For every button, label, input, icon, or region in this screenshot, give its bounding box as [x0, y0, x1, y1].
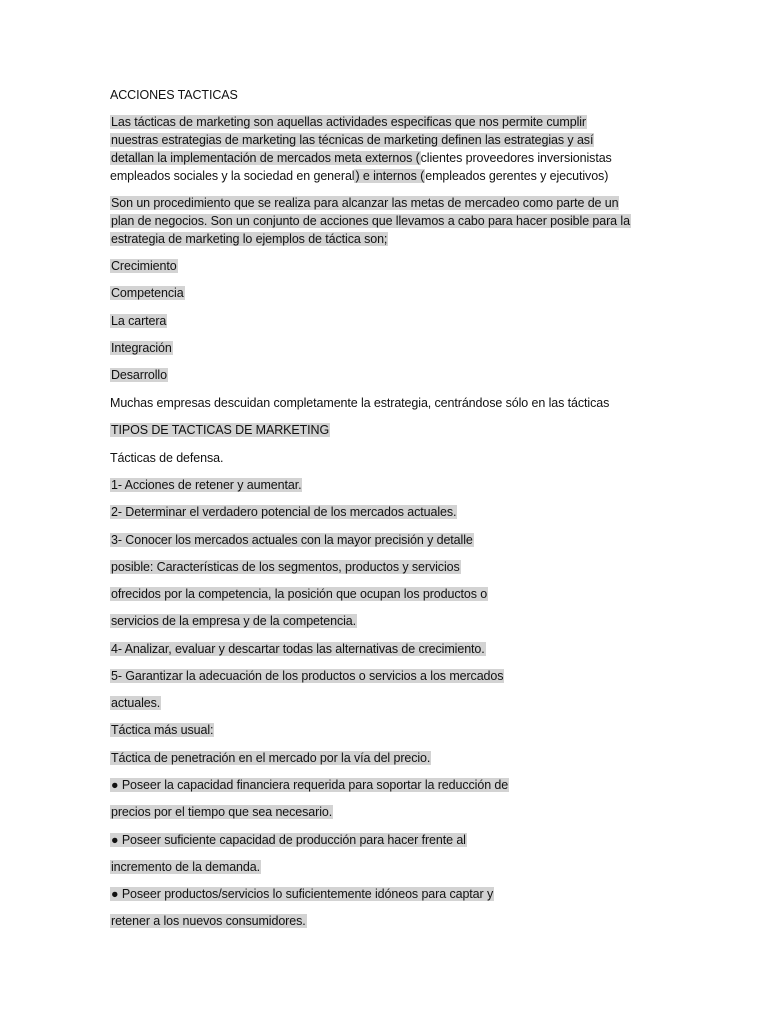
text-line: 5- Garantizar la adecuación de los productos o servicios a los mercados — [111, 669, 504, 683]
text-line: posible: Características de los segmentos, productos y servicios — [111, 560, 460, 574]
text-line: Táctica de penetración en el mercado por la vía del precio. — [111, 751, 431, 765]
defense-heading: Tácticas de defensa. — [110, 451, 224, 465]
text-line: actuales. — [111, 696, 161, 710]
text-line: ofrecidos por la competencia, la posición que ocupan los productos o — [111, 587, 488, 601]
document-title: ACCIONES TACTICAS — [110, 88, 238, 102]
text-line: ● Poseer suficiente capacidad de producción para hacer frente al — [111, 833, 466, 847]
para2-line-2: plan de negocios. Son un conjunto de acciones que llevamos a cabo para hacer posible para la — [111, 214, 630, 228]
text-line: 1- Acciones de retener y aumentar. — [111, 478, 302, 492]
text-line: ● Poseer la capacidad financiera requerida para soportar la reducción de — [111, 778, 509, 792]
example-item: Competencia — [111, 286, 184, 300]
para1-line-2: nuestras estrategias de marketing las técnicas de marketing definen las estrategias y así — [111, 133, 594, 147]
text-line: incremento de la demanda. — [111, 860, 260, 874]
text-line: precios por el tiempo que sea necesario. — [111, 805, 333, 819]
para1-line-3: detallan la implementación de mercados meta externos (clientes proveedores inversionistas — [111, 151, 612, 165]
example-item: Desarrollo — [111, 368, 167, 382]
text-line: 4- Analizar, evaluar y descartar todas las alternativas de crecimiento. — [111, 642, 485, 656]
text-line: retener a los nuevos consumidores. — [111, 914, 306, 928]
note-line: Muchas empresas descuidan completamente la estrategia, centrándose sólo en las tácticas — [110, 396, 610, 410]
para2-line-1: Son un procedimiento que se realiza para alcanzar las metas de mercadeo como parte de un — [111, 196, 619, 210]
section-title: TIPOS DE TACTICAS DE MARKETING — [111, 423, 330, 437]
para1-line-4: empleados sociales y la sociedad en general) e internos (empleados gerentes y ejecutivos) — [110, 169, 609, 183]
text-line: servicios de la empresa y de la competencia. — [111, 614, 357, 628]
text-line: 3- Conocer los mercados actuales con la mayor precisión y detalle — [111, 533, 473, 547]
text-line: 2- Determinar el verdadero potencial de los mercados actuales. — [111, 505, 457, 519]
para2-line-3: estrategia de marketing lo ejemplos de táctica son; — [111, 232, 388, 246]
para1-line-1: Las tácticas de marketing son aquellas actividades especificas que nos permite cumplir — [111, 115, 586, 129]
text-line: Táctica más usual: — [111, 723, 214, 737]
example-item: Crecimiento — [111, 259, 177, 273]
text-line: ● Poseer productos/servicios lo suficientemente idóneos para captar y — [111, 887, 494, 901]
example-item: La cartera — [111, 314, 167, 328]
example-item: Integración — [111, 341, 172, 355]
